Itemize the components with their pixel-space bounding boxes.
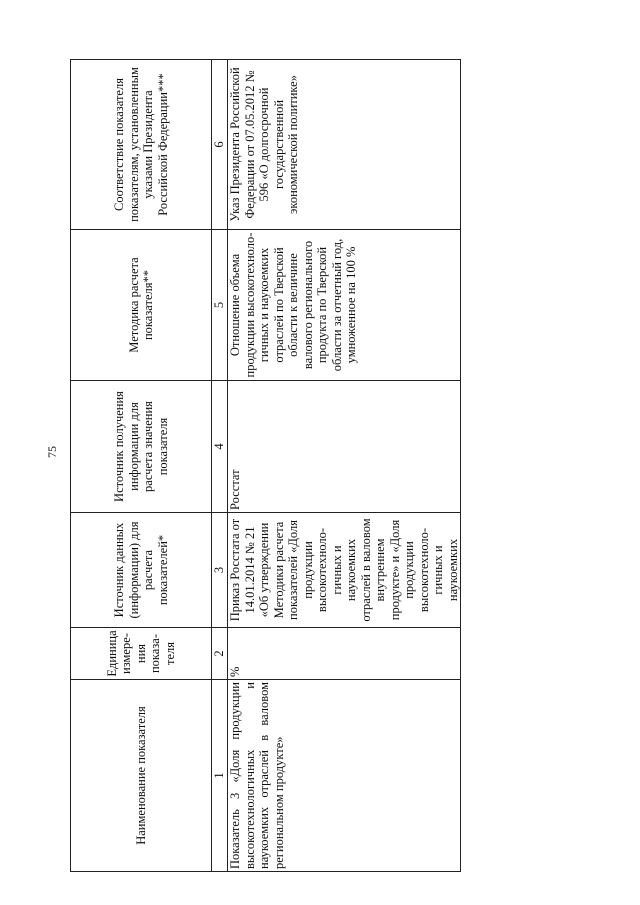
column-number: 2 (212, 628, 228, 680)
cell-data-source: Приказ Росстата от 14.01.2014 № 21 «Об утверждении Методики расчета показателей «Доля продукции высокотехноло-гичных и наукоемких отраслей в валовом внутреннем продукте» и «Доля продукции высокотехноло-гичных и наукоемких (228, 513, 461, 628)
indicator-table (70, 59, 461, 872)
column-number-row (212, 60, 228, 872)
header-data-source: Источник данных (информации) для расчета показателей* (71, 513, 212, 628)
column-number: 4 (212, 381, 228, 513)
header-method: Методика расчета показателя** (71, 230, 212, 381)
table-row (228, 60, 461, 872)
header-indicator-name: Наименование показателя (71, 680, 212, 872)
page-number: 75 (45, 446, 59, 458)
cell-info-source: Росстат (228, 381, 461, 513)
column-number: 1 (212, 680, 228, 872)
cell-indicator-name: Показатель 3 «Доля продукции высокотехнологичных и наукоемких отраслей в валовом региональном продукте» (228, 680, 461, 872)
header-row (71, 60, 212, 872)
column-number: 5 (212, 230, 228, 381)
column-number: 6 (212, 60, 228, 230)
cell-unit: % (228, 628, 461, 680)
cell-method: Отношение объема продукции высокотехноло-гичных и наукоемких отраслей по Тверской области к величине валового регионального продукта по Тверской области за отчетный год, умноженное на 100 % (228, 230, 461, 381)
header-decree: Соответствие показателя показателям, установленным указами Президента Российской Федерации*** (71, 60, 212, 230)
header-info-source: Источник получения информации для расчета значения показателя (71, 381, 212, 513)
cell-decree: Указ Президента Российской Федерации от 07.05.2012 № 596 «О долгосрочной государственной экономической политике» (228, 60, 461, 230)
rotated-table-container (70, 60, 640, 872)
header-unit: Единица измере-ния показа-теля (71, 628, 212, 680)
column-number: 3 (212, 513, 228, 628)
